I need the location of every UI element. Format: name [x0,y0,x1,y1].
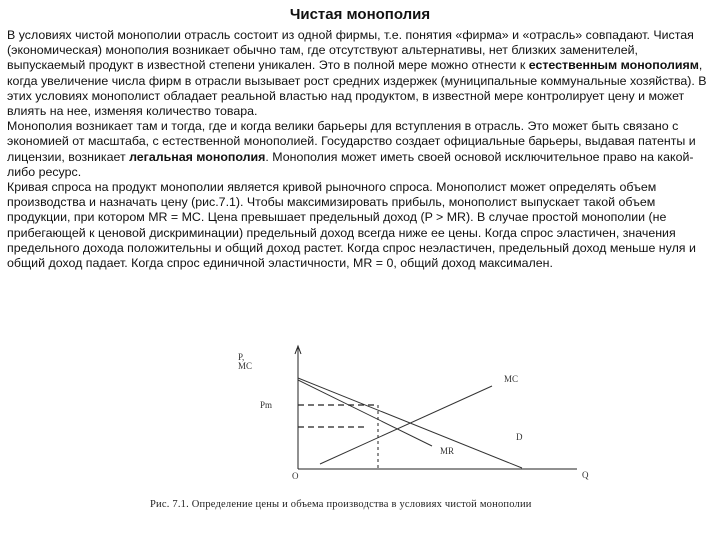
paragraph-natural-monopoly [7,28,715,119]
paragraph-text: Монополия возникает там и тогда, где и когда велики барьеры для вступления в отрасль. Это может быть связано с экономией от масштаба, с естественной монополией. Государство создает официальные барьеры, выдавая патенты и лицензии, возникает [7,119,696,164]
term-natural-monopolies: естественным монополиям [528,58,699,73]
figure-caption: Рис. 7.1. Определение цены и объема производства в условиях чистой монополии [150,499,532,510]
marginal-revenue-curve [298,380,432,446]
body-text [7,28,715,271]
axis-label-p: P, [238,352,245,362]
label-mr: MR [440,446,455,456]
label-mc-curve: MC [504,374,519,384]
figure-monopoly-diagram [232,340,607,498]
label-demand: D [516,432,523,442]
term-legal-monopoly: легальная монополия [129,149,266,164]
label-pm: Pm [260,400,273,410]
paragraph-text: . Монополия может иметь своей основой исключительное право на какой-либо ресурс. [7,149,694,179]
axis-label-q: Q [582,470,589,480]
paragraph-demand-curve: Кривая спроса на продукт монополии является кривой рыночного спроса. Монополист может определять объем производства и назначать цену (рис.7.1). Чтобы максимизировать прибыль, монополист выпускает такой объем продукции, при котором MR = MC. Цена превышает предельный доход (P > MR). В случае простой монополии (не прибегающей к ценовой дискриминации) предельный доход всегда ниже ее цены. Когда спрос эластичен, значения предельного дохода положительны и общий доход растет. Когда спрос неэластичен, предельный доход меньше нуля и общий доход падает. Когда спрос единичной эластичности, MR = 0, общий доход максимален. [7,180,696,271]
label-origin: O [292,471,299,481]
paragraph-text: В условиях чистой монополии отрасль состоит из одной фирмы, т.е. понятия «фирма» и «отрасль» совпадают. Чистая (экономическая) монополия возникает обычно там, где отсутствуют альтернативы, нет близких заменителей, выпускаемый продукт в известной степени уникален. Это в полной мере можно отнести к [7,28,694,73]
axis-label-mc: MC [238,361,253,371]
paragraph-barriers [7,119,715,180]
paragraph-text: , когда увеличение числа фирм в отрасли вызывает рост средних издержек (муниципальные коммунальные хозяйства). В этих условиях монополист обладает реальной властью над продуктом, в известной мере контролирует цену и может влиять на нее, изменяя количество товара. [7,58,707,119]
page-title: Чистая монополия [289,6,431,23]
diagram-graphic [232,340,607,498]
